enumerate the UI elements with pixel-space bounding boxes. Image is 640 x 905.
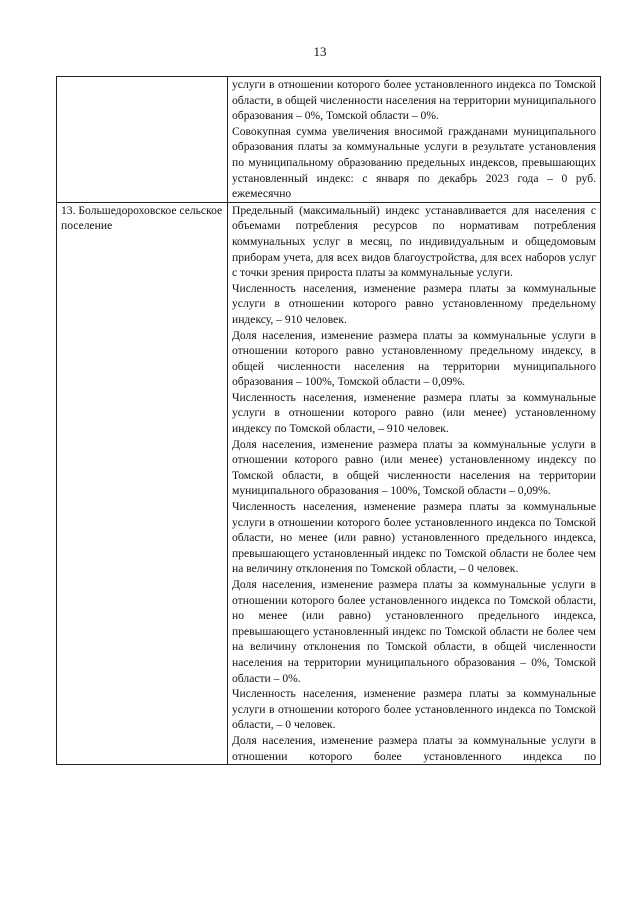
description-cell bbox=[228, 77, 601, 203]
paragraph: Численность населения, изменение размера платы за коммунальные услуги в отношении которого равно установленному предельному индексу, – 910 человек. bbox=[232, 281, 596, 326]
paragraph: Численность населения, изменение размера платы за коммунальные услуги в отношении которого более установленного индекса по Томской области, – 0 человек. bbox=[232, 687, 596, 732]
paragraph: Совокупная сумма увеличения вносимой гражданами муниципального образования платы за коммунальные услуги в результате установления по муниципальному образованию предельных индексов, превышающих установленный индекс: с января по декабрь 2023 года – 0 руб. ежемесячно bbox=[232, 124, 596, 201]
paragraph: Доля населения, изменение размера платы за коммунальные услуги в отношении которого равно (или менее) установленному индексу по Томской области, в общей численности населения на территории муниципального образования – 100%, Томской области – 0,09%. bbox=[232, 437, 596, 498]
municipality-cell bbox=[57, 77, 228, 203]
paragraph: Численность населения, изменение размера платы за коммунальные услуги в отношении которого более установленного индекса по Томской области, но менее (или равно) установленного предельного индекса, превышающего установленный индекс по Томской области не более чем на величину отклонения по Томской области, – 0 человек. bbox=[232, 500, 596, 576]
paragraph: услуги в отношении которого более установленного индекса по Томской области, в общей численности населения на территории муниципального образования – 0%, Томской области – 0%. bbox=[232, 78, 596, 123]
paragraph: Доля населения, изменение размера платы за коммунальные услуги в отношении которого равно установленному предельному индексу, в общей численности населения на территории муниципального образования – 100%, Томской области – 0,09%. bbox=[232, 328, 596, 389]
table-row bbox=[57, 202, 601, 764]
paragraph: Численность населения, изменение размера платы за коммунальные услуги в отношении которого равно (или менее) установленному индексу по Томской области, – 910 человек. bbox=[232, 390, 596, 436]
municipality-cell bbox=[57, 202, 228, 764]
table-row bbox=[57, 77, 601, 203]
indices-table bbox=[56, 76, 601, 765]
paragraph: Предельный (максимальный) индекс устанавливается для населения с объемами потребления ресурсов по нормативам потребления коммунальных услуг в месяц, по индивидуальным и общедомовым приборам учета, для всех видов благоустройства, для всех наборов услуг с точки зрения прироста платы за коммунальные услуги. bbox=[232, 203, 596, 280]
description-cell bbox=[228, 202, 601, 764]
paragraph: Доля населения, изменение размера платы за коммунальные услуги в отношении которого более установленного индекса по bbox=[232, 733, 596, 763]
page-number: 13 bbox=[313, 44, 327, 59]
paragraph: Доля населения, изменение размера платы за коммунальные услуги в отношении которого более установленного индекса по Томской области, но менее (или равно) установленного предельного индекса, превышающего установленный индекс по Томской области не более чем на величину отклонения по Томской области, в общей численности населения на территории муниципального образования – 0%, Томской области – 0%. bbox=[232, 578, 596, 685]
municipality-name: 13. Большедороховское сельское поселение bbox=[61, 203, 223, 233]
